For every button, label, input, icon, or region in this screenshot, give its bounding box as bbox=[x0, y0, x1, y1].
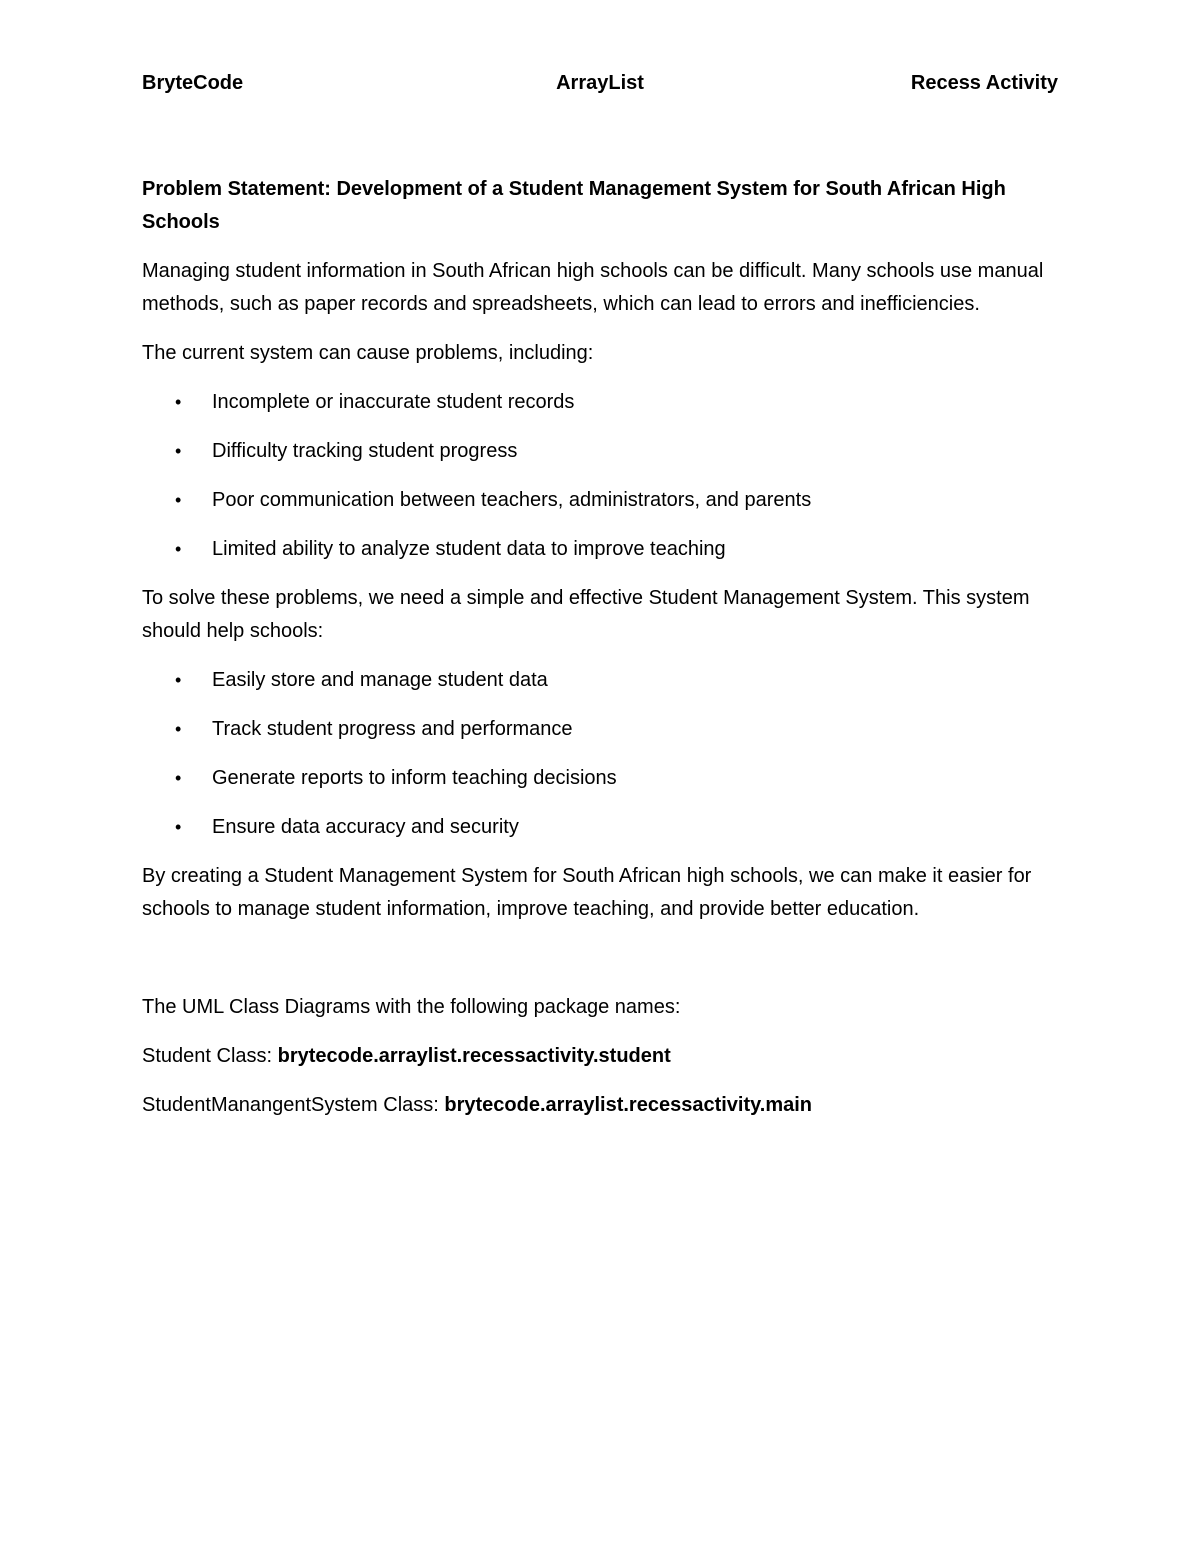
package-line-main bbox=[142, 1089, 1058, 1122]
list-item-text: Ensure data accuracy and security bbox=[212, 816, 519, 838]
package-label: StudentManangentSystem Class: bbox=[142, 1094, 445, 1116]
list-item bbox=[142, 713, 1058, 746]
uml-intro: The UML Class Diagrams with the following package names: bbox=[142, 996, 681, 1018]
list-item-text: Poor communication between teachers, administrators, and parents bbox=[212, 489, 812, 511]
list-item-text: Limited ability to analyze student data to improve teaching bbox=[212, 538, 726, 560]
list-item-text: Difficulty tracking student progress bbox=[212, 440, 518, 462]
header-center: ArrayList bbox=[556, 72, 644, 94]
list-item bbox=[142, 386, 1058, 419]
section-spacer bbox=[142, 942, 1058, 991]
package-name: brytecode.arraylist.recessactivity.student bbox=[277, 1045, 671, 1067]
problems-intro: The current system can cause problems, including: bbox=[142, 342, 594, 364]
list-item bbox=[142, 664, 1058, 697]
list-item-text: Generate reports to inform teaching decisions bbox=[212, 767, 617, 789]
bullet-icon: • bbox=[175, 392, 182, 412]
bullet-icon: • bbox=[175, 441, 182, 461]
header-right: Recess Activity bbox=[910, 72, 1058, 94]
problems-list bbox=[142, 386, 1058, 566]
bullet-icon: • bbox=[175, 768, 182, 788]
list-item bbox=[142, 484, 1058, 517]
conclusion-paragraph: By creating a Student Management System for South African high schools, we can make it easier for schools to manage student information, improve teaching, and provide better education. bbox=[142, 865, 1032, 920]
list-item bbox=[142, 811, 1058, 844]
list-item-text: Track student progress and performance bbox=[212, 718, 573, 740]
package-label: Student Class: bbox=[142, 1045, 278, 1067]
list-item bbox=[142, 533, 1058, 566]
bullet-icon: • bbox=[175, 817, 182, 837]
document-title: Problem Statement: Development of a Student Management System for South African High Schools bbox=[142, 178, 1006, 233]
list-item bbox=[142, 762, 1058, 795]
bullet-icon: • bbox=[175, 490, 182, 510]
bullet-icon: • bbox=[175, 670, 182, 690]
page-header bbox=[142, 72, 1058, 102]
list-item bbox=[142, 435, 1058, 468]
intro-paragraph: Managing student information in South African high schools can be difficult. Many schools use manual methods, such as paper records and spreadsheets, which can lead to errors and inefficiencies. bbox=[142, 260, 1044, 315]
header-left: BryteCode bbox=[142, 72, 244, 94]
bullet-icon: • bbox=[175, 539, 182, 559]
solution-intro: To solve these problems, we need a simple and effective Student Management System. This system should help schools: bbox=[142, 587, 1030, 642]
list-item-text: Easily store and manage student data bbox=[212, 669, 548, 691]
package-name: brytecode.arraylist.recessactivity.main bbox=[444, 1094, 812, 1116]
document-body bbox=[142, 173, 1058, 1138]
bullet-icon: • bbox=[175, 719, 182, 739]
goals-list bbox=[142, 664, 1058, 844]
list-item-text: Incomplete or inaccurate student records bbox=[212, 391, 575, 413]
package-line-student bbox=[142, 1040, 1058, 1073]
